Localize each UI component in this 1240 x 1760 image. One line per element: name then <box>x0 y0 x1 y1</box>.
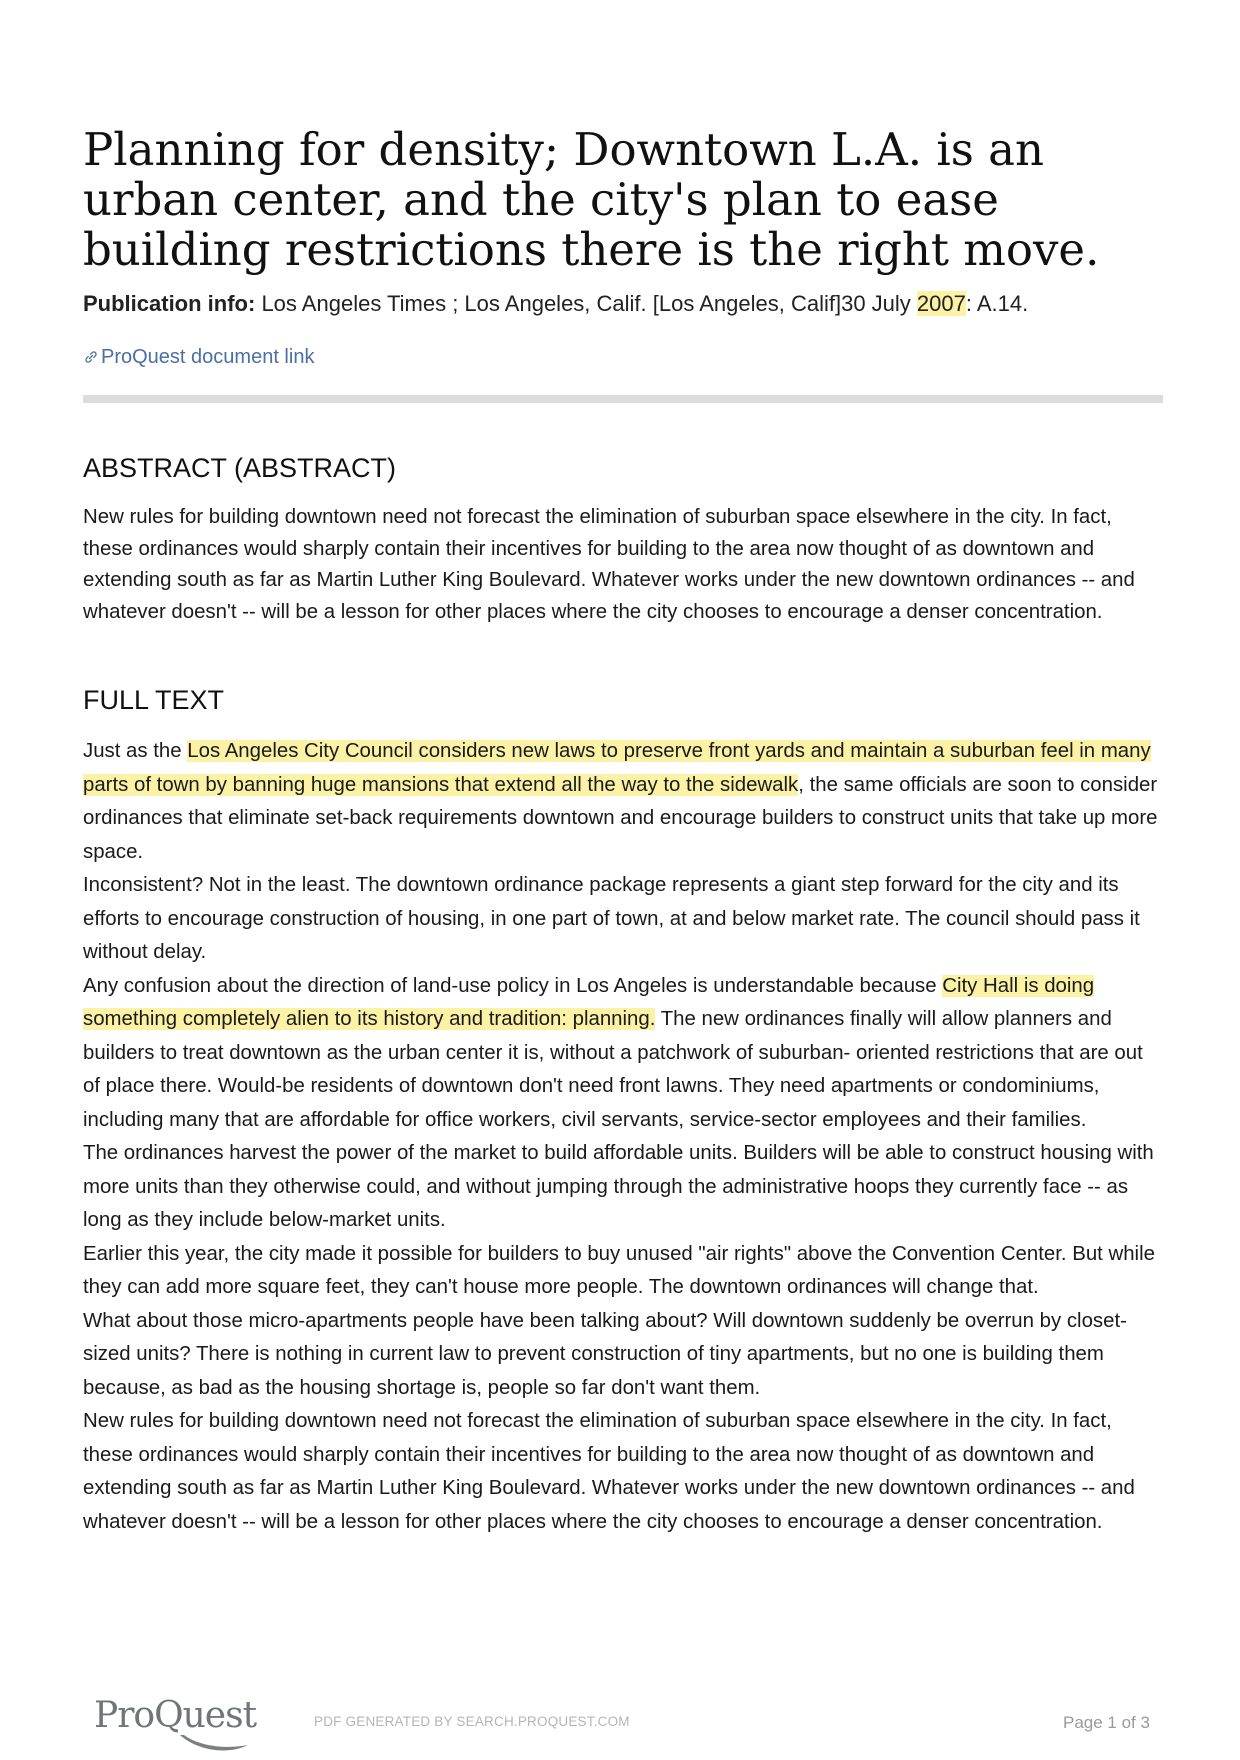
paragraph-text: Just as the <box>83 740 188 762</box>
full-text-paragraph: The ordinances harvest the power of the market to build affordable units. Builders will be able to construct housing with more units than they otherwise could, and without jumping through the administrative hoops they currently face -- as long as they include below-market units. <box>83 1142 1154 1231</box>
paragraph-text: , the same officials are soon to consider ordinances that eliminate set-back requirements downtown and encourage builders to construct units that take up more space. <box>83 773 1158 863</box>
full-text-paragraph: New rules for building downtown need not forecast the elimination of suburban space elsewhere in the city. In fact, these ordinances would sharply contain their incentives for building to the area now thought of as downtown and extending south as far as Martin Luther King Boulevard. Whatever works under the new downtown ordinances -- and whatever doesn't -- will be a lesson for other places where the city chooses to encourage a denser concentration. <box>83 1410 1135 1533</box>
proquest-document-link[interactable] <box>83 343 314 371</box>
highlighted-text: Los Angeles City Council considers new laws to preserve front yards and maintain a suburban feel in many parts of town by banning huge mansions that extend all the way to the sidewalk <box>83 740 1151 796</box>
paragraph-text: The new ordinances finally will allow planners and builders to treat downtown as the urban center it is, without a patchwork of suburban- oriented restrictions that are out of place there. Would-be residents of downtown don't need front lawns. They need apartments or condominiums, including many that are affordable for office workers, civil servants, service-sector employees and their families. <box>83 1008 1143 1131</box>
paragraph-text: Any confusion about the direction of land-use policy in Los Angeles is understandable because <box>83 974 943 997</box>
full-text-heading: FULL TEXT <box>83 685 225 715</box>
proquest-logo <box>88 1685 258 1755</box>
publication-page: : A.14. <box>965 291 1029 316</box>
abstract-text: New rules for building downtown need not forecast the elimination of suburban space elsewhere in the city. In fact, these ordinances would sharply contain their incentives for building to the area now thought of as downtown and extending south as far as Martin Luther King Boulevard. Whatever works under the new downtown ordinances -- and whatever doesn't -- will be a lesson for other places where the city chooses to encourage a denser concentration. <box>83 506 1135 623</box>
header-divider <box>83 395 1163 403</box>
generated-note: PDF GENERATED BY SEARCH.PROQUEST.COM <box>314 1714 630 1729</box>
publication-source: Los Angeles Times ; Los Angeles, Calif. [Los Angeles, Calif]30 July <box>255 291 917 316</box>
abstract-heading: ABSTRACT (ABSTRACT) <box>83 453 397 483</box>
highlighted-text: City Hall is doing something completely alien to its history and tradition: planning. <box>83 974 1095 1030</box>
page-indicator: Page 1 of 3 <box>1063 1713 1150 1732</box>
svg-text:ProQuest: ProQuest <box>94 1695 257 1736</box>
full-text-paragraph: Earlier this year, the city made it possible for builders to buy unused "air rights" above the Convention Center. But while they can add more square feet, they can't house more people. The downtown ordinances will change that. <box>83 1242 1155 1298</box>
full-text-paragraph: Inconsistent? Not in the least. The downtown ordinance package represents a giant step forward for the city and its efforts to encourage construction of housing, in one part of town, at and below market rate. The council should pass it without delay. <box>83 874 1140 963</box>
full-text-paragraph: What about those micro-apartments people have been talking about? Will downtown suddenly be overrun by closet-sized units? There is nothing in current law to prevent construction of tiny apartments, but no one is building them because, as bad as the housing shortage is, people so far don't want them. <box>83 1309 1127 1399</box>
publication-year-highlight: 2007 <box>916 291 966 316</box>
full-text-body <box>83 735 1163 1539</box>
article-title: Planning for density; Downtown L.A. is an urban center, and the city's plan to ease building restrictions there is the right move. <box>83 123 1100 276</box>
full-text-paragraph <box>83 970 1163 1138</box>
link-icon <box>83 346 101 368</box>
document-link-label: ProQuest document link <box>101 346 315 368</box>
publication-info <box>83 289 1163 319</box>
full-text-paragraph <box>83 735 1163 869</box>
publication-info-label: Publication info: <box>83 291 256 316</box>
